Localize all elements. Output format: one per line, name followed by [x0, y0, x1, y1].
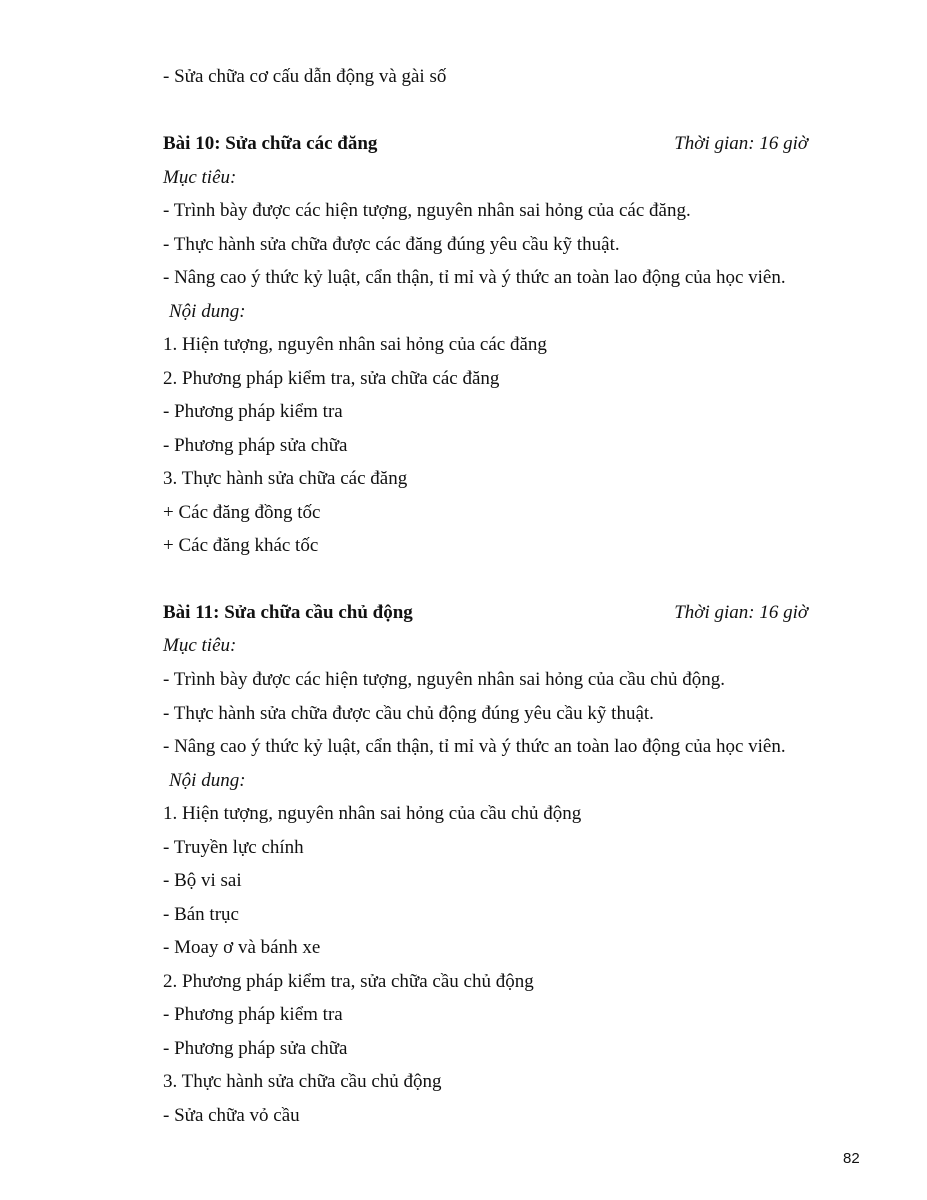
- text-line: - Sửa chữa cơ cấu dẫn động và gài số: [163, 66, 447, 87]
- lesson-11-time: Thời gian: 16 giờ: [674, 602, 808, 623]
- lesson-10-content-item: 3. Thực hành sửa chữa các đăng: [163, 468, 408, 489]
- lesson-11-content-item: - Sửa chữa vỏ cầu: [163, 1105, 300, 1126]
- lesson-10-content-item: + Các đăng khác tốc: [163, 535, 319, 556]
- lesson-11-content-item: 1. Hiện tượng, nguyên nhân sai hỏng của cầu chủ động: [163, 803, 582, 824]
- lesson-11-content-item: 3. Thực hành sửa chữa cầu chủ động: [163, 1071, 442, 1092]
- lesson-10-time: Thời gian: 16 giờ: [674, 133, 808, 154]
- lesson-11-content-label: Nội dung:: [169, 770, 246, 791]
- lesson-10-title: Bài 10: Sửa chữa các đăng: [163, 133, 378, 154]
- lesson-11-objective-label: Mục tiêu:: [163, 635, 237, 656]
- lesson-11-heading: [163, 601, 808, 625]
- lesson-10-objective-label: Mục tiêu:: [163, 167, 237, 188]
- lesson-11-content-item: - Bán trục: [163, 904, 239, 925]
- lesson-11-objective: - Nâng cao ý thức kỷ luật, cẩn thận, tỉ mỉ và ý thức an toàn lao động của học viên.: [163, 736, 786, 757]
- lesson-10-content-item: + Các đăng đồng tốc: [163, 502, 321, 523]
- lesson-11-content-item: - Truyền lực chính: [163, 837, 304, 858]
- lesson-11-content-item: - Bộ vi sai: [163, 870, 242, 891]
- lesson-10-content-item: 2. Phương pháp kiểm tra, sửa chữa các đăng: [163, 368, 500, 389]
- lesson-10-objective: - Thực hành sửa chữa được các đăng đúng yêu cầu kỹ thuật.: [163, 234, 620, 255]
- lesson-10-content-label: Nội dung:: [169, 301, 246, 322]
- page-number: 82: [843, 1150, 860, 1167]
- lesson-10-objective: - Trình bày được các hiện tượng, nguyên nhân sai hỏng của các đăng.: [163, 200, 691, 221]
- lesson-11-content-item: - Moay ơ và bánh xe: [163, 937, 321, 958]
- lesson-11-content-item: 2. Phương pháp kiểm tra, sửa chữa cầu chủ động: [163, 971, 534, 992]
- lesson-11-content-item: - Phương pháp sửa chữa: [163, 1038, 348, 1059]
- lesson-11-objective: - Trình bày được các hiện tượng, nguyên nhân sai hỏng của cầu chủ động.: [163, 669, 726, 690]
- lesson-10-heading: [163, 132, 808, 156]
- lesson-11-content-item: - Phương pháp kiểm tra: [163, 1004, 343, 1025]
- lesson-10-objective: - Nâng cao ý thức kỷ luật, cẩn thận, tỉ mỉ và ý thức an toàn lao động của học viên.: [163, 267, 786, 288]
- lesson-10-content-item: - Phương pháp sửa chữa: [163, 435, 348, 456]
- lesson-11-title: Bài 11: Sửa chữa cầu chủ động: [163, 602, 413, 623]
- lesson-10-content-item: 1. Hiện tượng, nguyên nhân sai hỏng của các đăng: [163, 334, 547, 355]
- lesson-10-content-item: - Phương pháp kiểm tra: [163, 401, 343, 422]
- lesson-11-objective: - Thực hành sửa chữa được cầu chủ động đúng yêu cầu kỹ thuật.: [163, 703, 654, 724]
